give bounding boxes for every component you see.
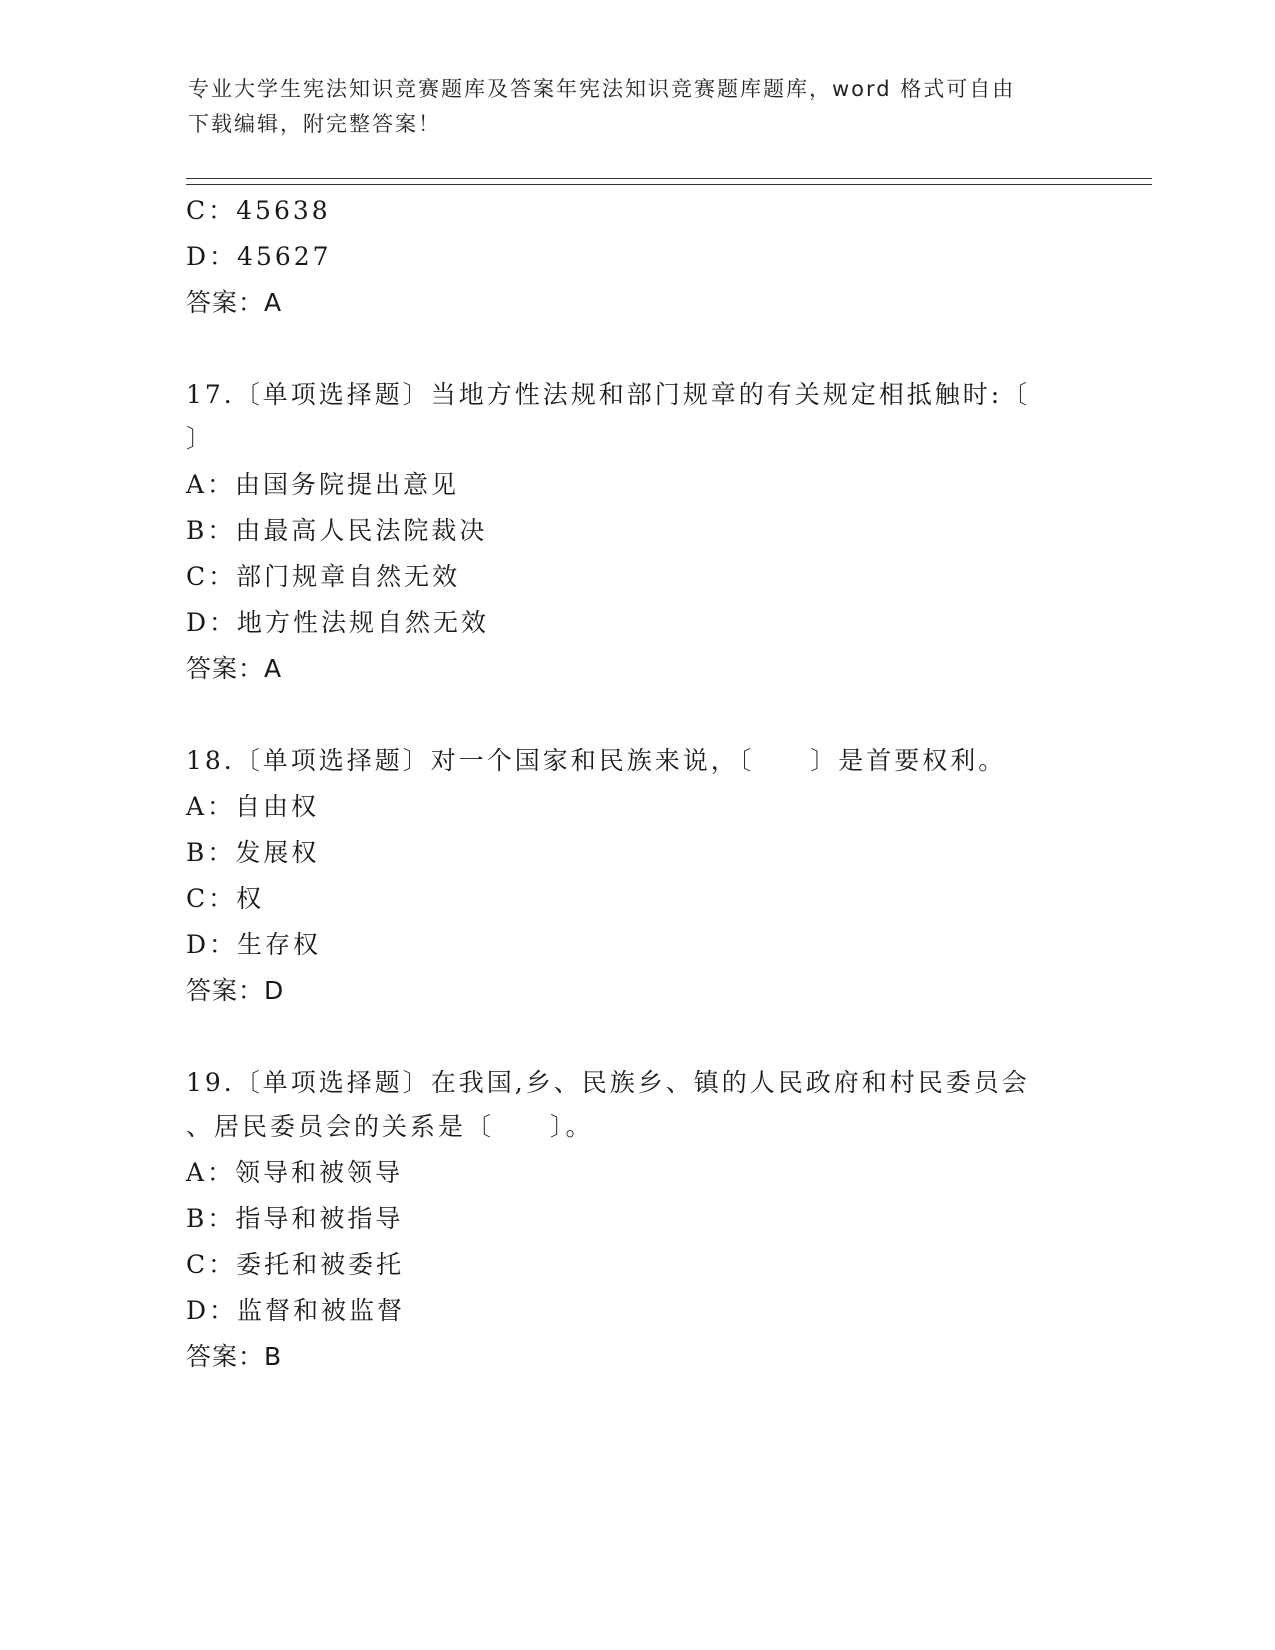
spacer [186, 692, 1086, 738]
question-16-continuation [186, 188, 1086, 326]
question-stem: 18.〔单项选择题〕对一个国家和民族来说，〔 〕是首要权利。 [186, 746, 1007, 775]
answer-line: 答案：A [186, 288, 283, 317]
header-line-1: 专业大学生宪法知识竞赛题库及答案年宪法知识竞赛题库题库，word 格式可自由 [188, 77, 1016, 101]
question-19 [186, 1060, 1086, 1380]
question-stem-continued: 〕 [186, 424, 215, 453]
question-18 [186, 738, 1086, 1014]
option-a: A：领导和被领导 [186, 1158, 404, 1187]
answer-line: 答案：D [186, 976, 285, 1005]
question-17 [186, 372, 1086, 692]
option-b: B：指导和被指导 [186, 1204, 404, 1233]
question-stem: 17.〔单项选择题〕当地方性法规和部门规章的有关规定相抵触时:〔 [186, 380, 1031, 409]
header-divider [186, 178, 1152, 185]
answer-line: 答案：A [186, 654, 283, 683]
option-a: A：由国务院提出意见 [186, 470, 460, 499]
option-d: D：生存权 [186, 930, 322, 959]
question-stem-continued: 、居民委员会的关系是〔 〕。 [186, 1112, 594, 1141]
option-c: C：委托和被委托 [186, 1250, 405, 1279]
option-d: D：45627 [186, 242, 332, 271]
option-c: C：45638 [186, 196, 331, 225]
header-line-2: 下载编辑，附完整答案！ [188, 112, 441, 136]
option-c: C：部门规章自然无效 [186, 562, 461, 591]
spacer [186, 1014, 1086, 1060]
option-c: C：权 [186, 884, 265, 913]
question-list [186, 188, 1086, 1380]
option-a: A：自由权 [186, 792, 320, 821]
document-header [188, 72, 1068, 142]
spacer [186, 326, 1086, 372]
option-b: B：由最高人民法院裁决 [186, 516, 488, 545]
option-b: B：发展权 [186, 838, 320, 867]
option-d: D：地方性法规自然无效 [186, 608, 490, 637]
answer-line: 答案：B [186, 1342, 283, 1371]
option-d: D：监督和被监督 [186, 1296, 406, 1325]
question-stem: 19.〔单项选择题〕在我国,乡、民族乡、镇的人民政府和村民委员会 [186, 1068, 1030, 1097]
